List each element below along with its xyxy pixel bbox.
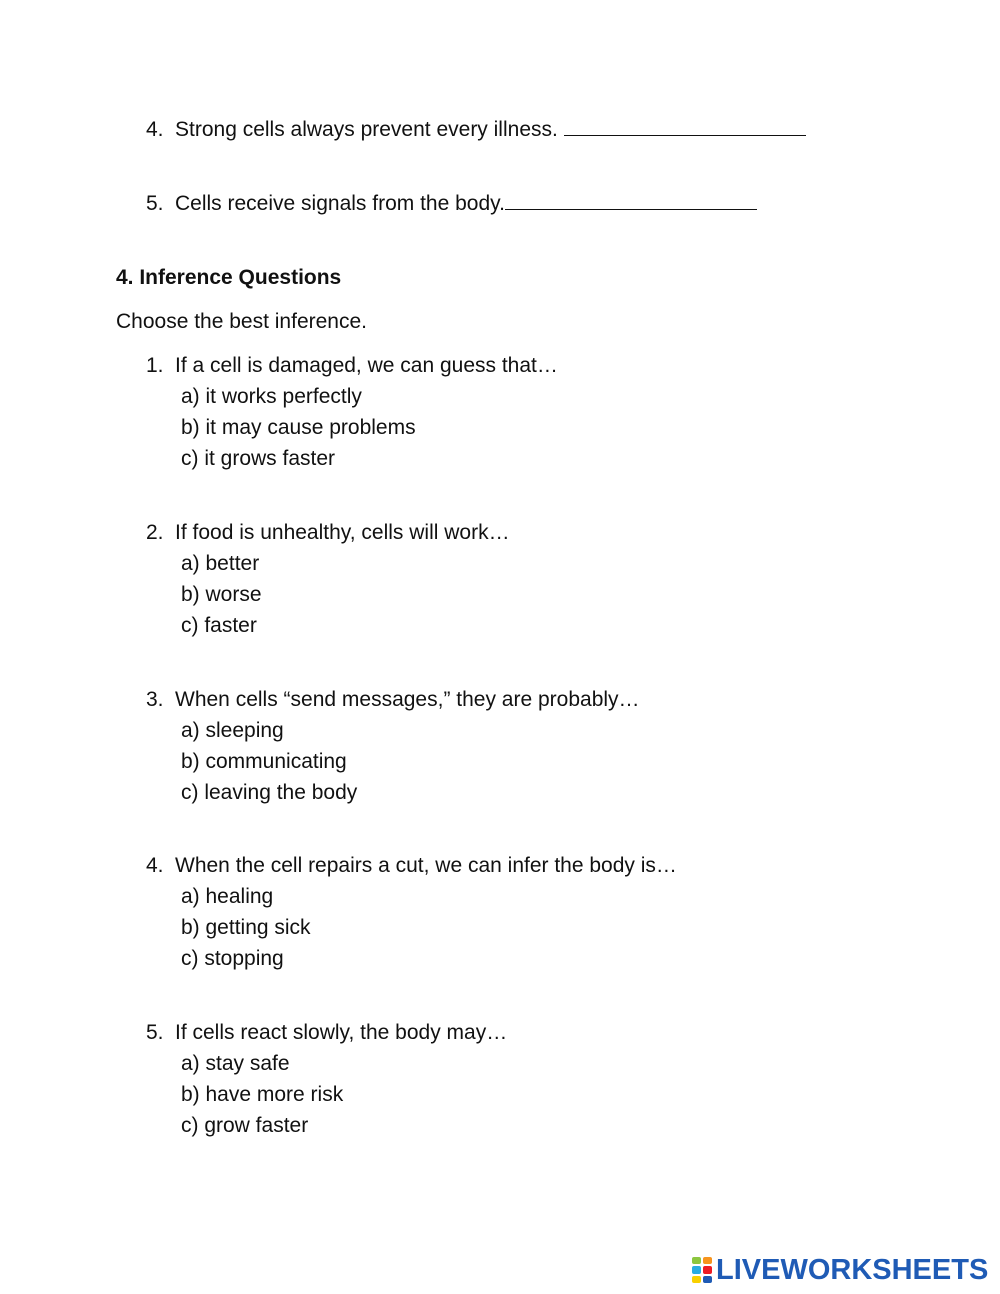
option-a[interactable]: a) stay safe — [181, 1052, 290, 1075]
option-a[interactable]: a) it works perfectly — [181, 385, 362, 408]
logo-tile — [692, 1257, 701, 1264]
item-number: 4. — [146, 118, 164, 141]
question-text: When cells “send messages,” they are probably… — [175, 688, 640, 711]
statement-label: Cells receive signals from the body. — [175, 192, 505, 215]
answer-blank[interactable] — [505, 191, 757, 210]
question-text: If a cell is damaged, we can guess that… — [175, 354, 558, 377]
logo-tile — [703, 1257, 712, 1264]
option-b[interactable]: b) communicating — [181, 750, 347, 773]
option-b[interactable]: b) getting sick — [181, 916, 311, 939]
option-c[interactable]: c) it grows faster — [181, 447, 336, 470]
statement-label: Strong cells always prevent every illness. — [175, 118, 564, 141]
question-text: If cells react slowly, the body may… — [175, 1021, 508, 1044]
statement-text — [175, 191, 757, 217]
logo-tile — [703, 1266, 712, 1273]
option-c[interactable]: c) faster — [181, 614, 257, 637]
logo-mark-icon — [692, 1257, 712, 1283]
logo-tile — [692, 1266, 701, 1273]
liveworksheets-logo[interactable] — [692, 1253, 988, 1287]
question-number: 1. — [146, 354, 164, 377]
option-c[interactable]: c) leaving the body — [181, 781, 358, 804]
option-a[interactable]: a) better — [181, 552, 260, 575]
question-number: 2. — [146, 521, 164, 544]
question-text: When the cell repairs a cut, we can infer the body is… — [175, 854, 677, 877]
option-b[interactable]: b) it may cause problems — [181, 416, 416, 439]
item-number: 5. — [146, 192, 164, 215]
option-c[interactable]: c) grow faster — [181, 1114, 309, 1137]
logo-tile — [692, 1276, 701, 1283]
option-b[interactable]: b) have more risk — [181, 1083, 344, 1106]
question-text: If food is unhealthy, cells will work… — [175, 521, 510, 544]
option-c[interactable]: c) stopping — [181, 947, 284, 970]
option-a[interactable]: a) sleeping — [181, 719, 284, 742]
section-title: 4. Inference Questions — [116, 266, 342, 289]
question-number: 4. — [146, 854, 164, 877]
option-b[interactable]: b) worse — [181, 583, 262, 606]
logo-tile — [703, 1276, 712, 1283]
question-number: 5. — [146, 1021, 164, 1044]
statement-text — [175, 117, 806, 143]
answer-blank[interactable] — [564, 117, 806, 136]
option-a[interactable]: a) healing — [181, 885, 274, 908]
section-instruction: Choose the best inference. — [116, 310, 367, 333]
logo-text: LIVEWORKSHEETS — [716, 1253, 989, 1286]
question-number: 3. — [146, 688, 164, 711]
